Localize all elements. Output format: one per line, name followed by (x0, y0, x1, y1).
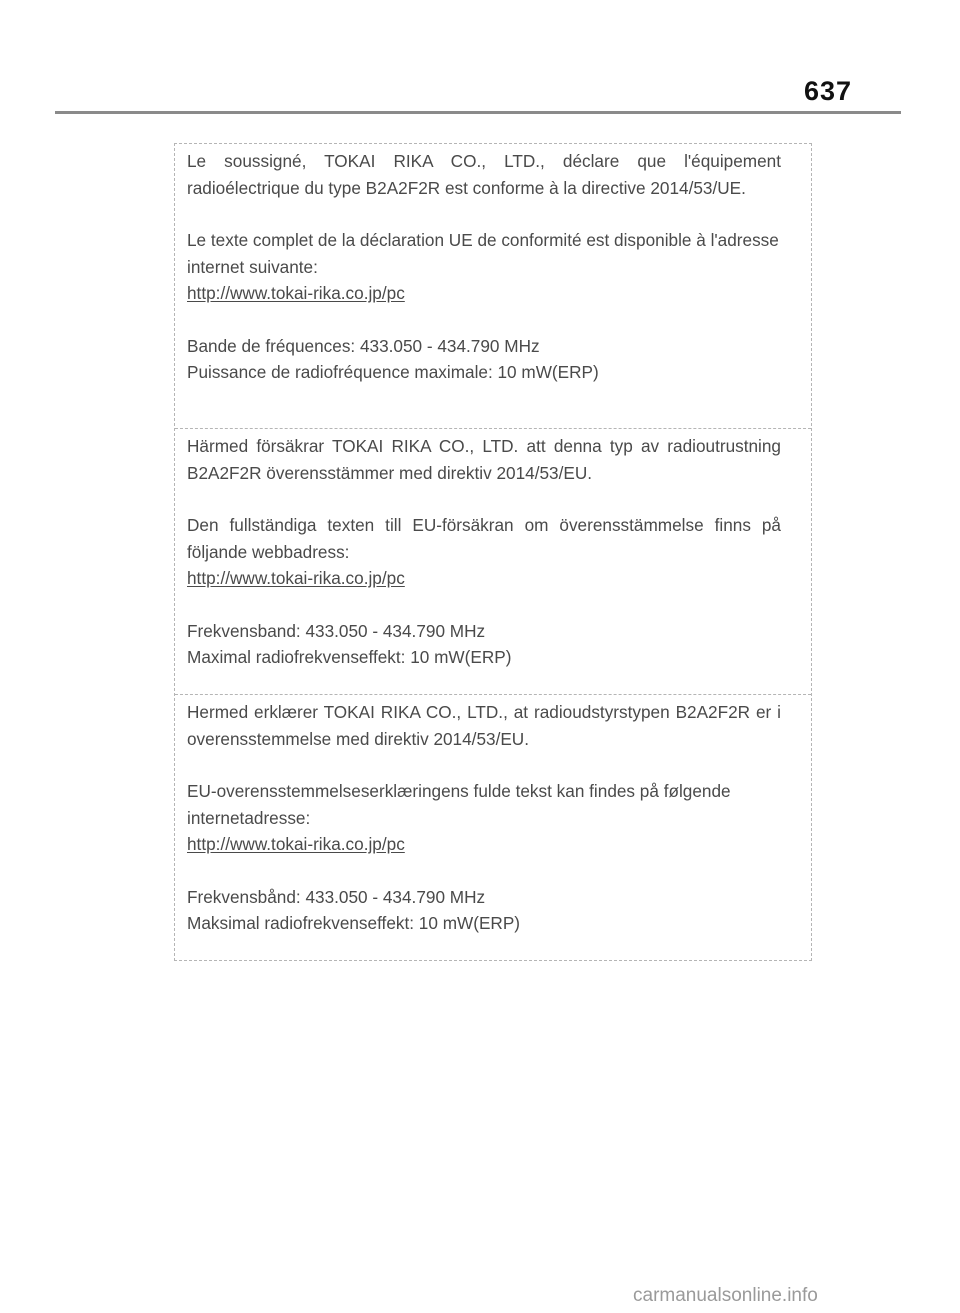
danish-full-text-intro-text: EU-overensstemmelseserklæringens fulde tekst kan findes på følgende internetadresse: (187, 781, 731, 828)
french-declaration-section (175, 144, 811, 428)
swedish-full-text-intro (187, 512, 781, 592)
site-watermark: carmanualsonline.info (633, 1285, 818, 1306)
header-rule (55, 111, 901, 114)
danish-max-power: Maksimal radiofrekvenseffekt: 10 mW(ERP) (187, 913, 521, 933)
french-declaration-text: Le soussigné, TOKAI RIKA CO., LTD., déclare que l'équipement radioélectrique du type B2A2F2R est conforme à la directive 2014/53/UE. (187, 151, 781, 198)
danish-frequency-band: Frekvensbånd: 433.050 - 434.790 MHz (187, 886, 486, 907)
swedish-radio-specs (187, 618, 781, 671)
swedish-declaration-link[interactable]: http://www.tokai-rika.co.jp/pc (187, 568, 405, 588)
swedish-declaration-text: Härmed försäkrar TOKAI RIKA CO., LTD. att denna typ av radioutrustning B2A2F2R överensstämmer med direktiv 2014/53/EU. (187, 436, 781, 483)
danish-full-text-intro (187, 778, 781, 858)
page-number: 637 (803, 76, 852, 106)
swedish-max-power: Maximal radiofrekvenseffekt: 10 mW(ERP) (187, 647, 512, 667)
french-declaration-link[interactable]: http://www.tokai-rika.co.jp/pc (187, 283, 405, 303)
swedish-frequency-band: Frekvensband: 433.050 - 434.790 MHz (187, 620, 486, 641)
french-radio-specs (187, 333, 781, 386)
swedish-full-text-intro-text: Den fullständiga texten till EU-försäkran om överensstämmelse finns på följande webbadress: (187, 515, 781, 562)
danish-declaration-section (175, 694, 811, 960)
french-full-text-intro-text: Le texte complet de la déclaration UE de conformité est disponible à l'adresse internet suivante: (187, 230, 779, 277)
swedish-declaration-section (175, 428, 811, 694)
french-max-power: Puissance de radiofréquence maximale: 10 mW(ERP) (187, 362, 599, 382)
danish-declaration-text: Hermed erklærer TOKAI RIKA CO., LTD., at radioudstyrstypen B2A2F2R er i overensstemmelse med direktiv 2014/53/EU. (187, 702, 781, 749)
french-frequency-band: Bande de fréquences: 433.050 - 434.790 MHz (187, 335, 540, 356)
danish-radio-specs (187, 884, 781, 937)
declaration-box (174, 143, 812, 961)
french-full-text-intro (187, 227, 781, 307)
danish-declaration-link[interactable]: http://www.tokai-rika.co.jp/pc (187, 834, 405, 854)
